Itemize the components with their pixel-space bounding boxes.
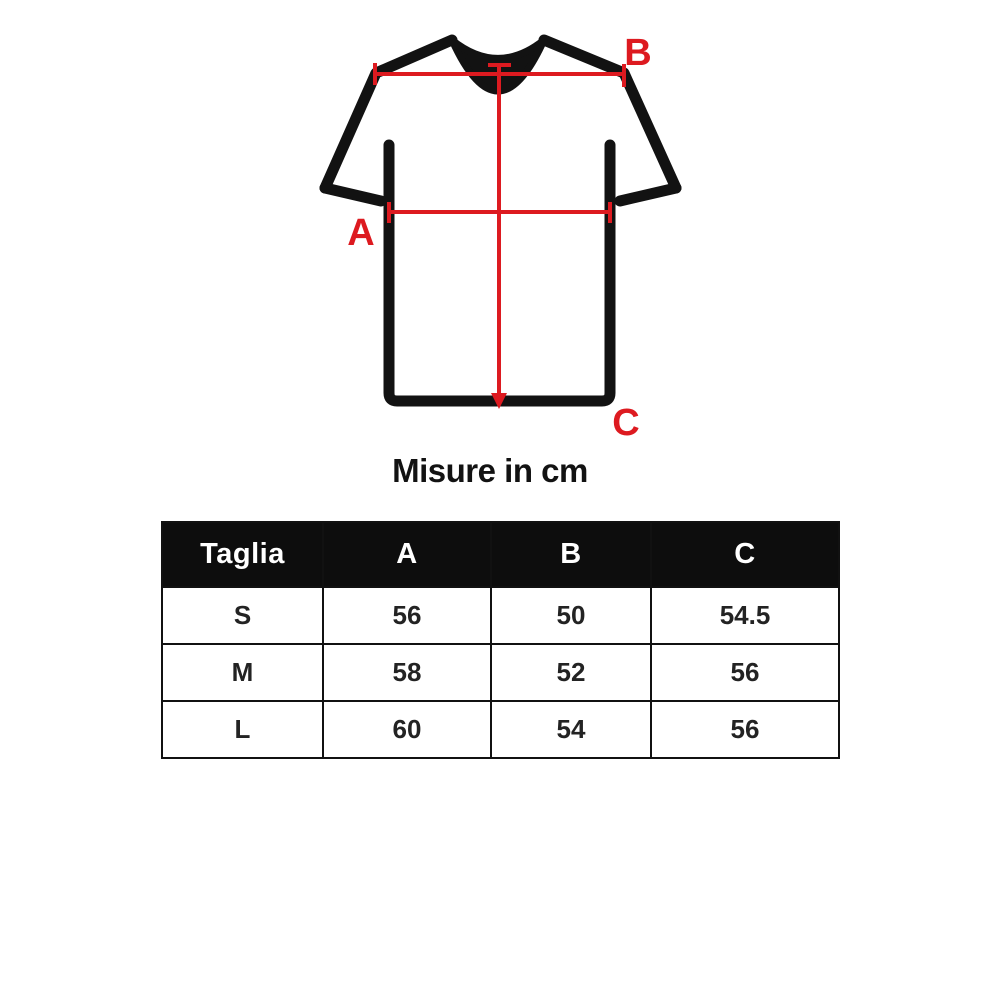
cell-l-b: 54: [491, 701, 651, 758]
diagram-label-c: C: [612, 402, 640, 444]
diagram-label-b: B: [624, 32, 652, 74]
cell-s-b: 50: [491, 587, 651, 644]
table-row-s: [162, 587, 839, 644]
table-row-l: [162, 701, 839, 758]
cell-size-s: S: [162, 587, 323, 644]
size-table-body: [162, 587, 839, 758]
cell-size-m: M: [162, 644, 323, 701]
cell-m-a: 58: [323, 644, 491, 701]
col-header-b: B: [491, 522, 651, 587]
cell-m-b: 52: [491, 644, 651, 701]
col-header-taglia: Taglia: [162, 522, 323, 587]
cell-l-a: 60: [323, 701, 491, 758]
cell-s-c: 54.5: [651, 587, 839, 644]
size-table-header: [162, 522, 839, 587]
col-header-a: A: [323, 522, 491, 587]
tshirt-right-sleeve-hem: [620, 188, 676, 201]
tshirt-left-sleeve-hem: [325, 188, 381, 201]
diagram-label-a: A: [347, 212, 375, 254]
cell-size-l: L: [162, 701, 323, 758]
page-title: Misure in cm: [392, 452, 588, 489]
cell-m-c: 56: [651, 644, 839, 701]
size-table: [161, 521, 840, 759]
cell-l-c: 56: [651, 701, 839, 758]
cell-s-a: 56: [323, 587, 491, 644]
header-row: [162, 522, 839, 587]
col-header-c: C: [651, 522, 839, 587]
table-row-m: [162, 644, 839, 701]
